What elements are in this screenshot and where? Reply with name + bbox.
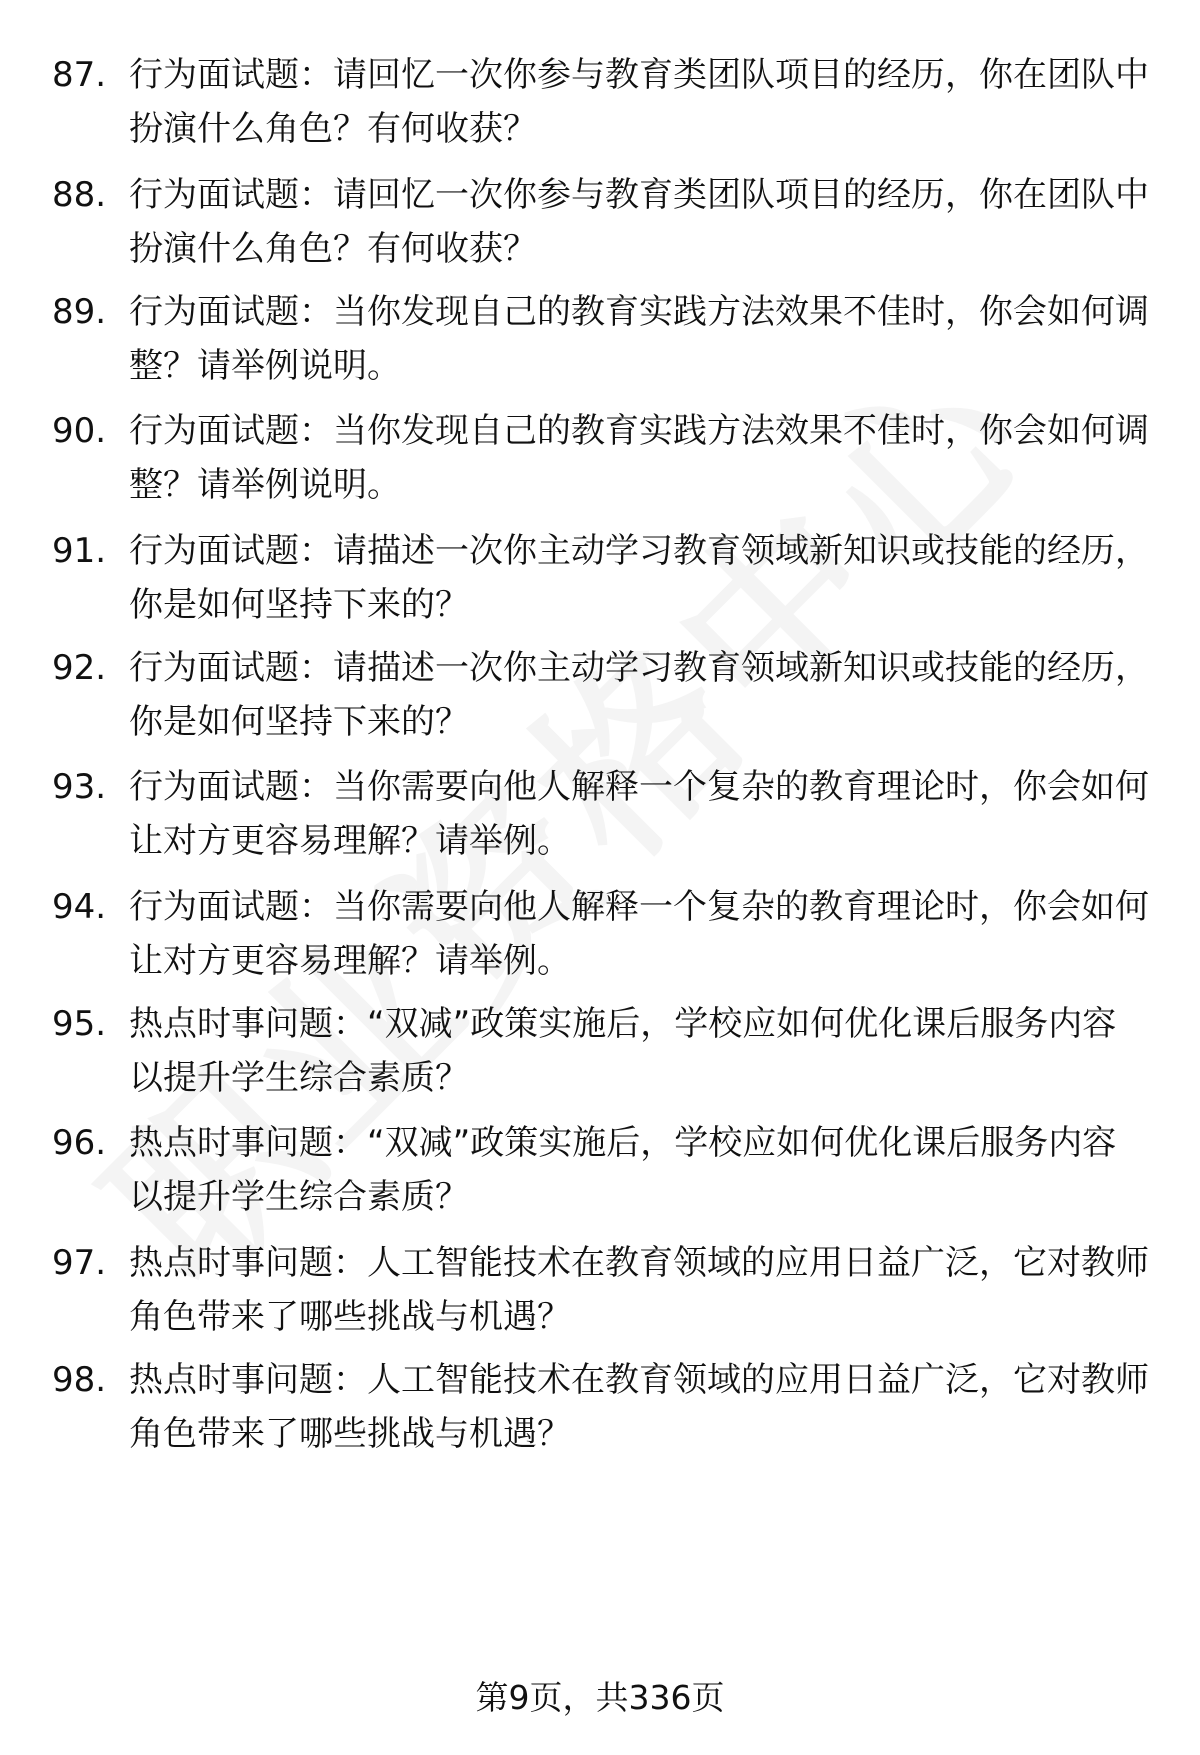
item-text: 热点时事问题：人工智能技术在教育领域的应用日益广泛，它对教师角色带来了哪些挑战与机遇？ bbox=[129, 1360, 1149, 1454]
item-number: 89. bbox=[52, 292, 107, 332]
list-item bbox=[0, 404, 1200, 524]
item-number: 95. bbox=[52, 1004, 107, 1044]
list-item bbox=[0, 48, 1200, 168]
item-text: 热点时事问题：“双减”政策实施后，学校应如何优化课后服务内容以提升学生综合素质？ bbox=[129, 1123, 1117, 1217]
list-item bbox=[0, 641, 1200, 761]
item-number: 91. bbox=[52, 531, 107, 571]
list-item bbox=[0, 1116, 1200, 1236]
item-text: 行为面试题：当你发现自己的教育实践方法效果不佳时，你会如何调整？请举例说明。 bbox=[129, 292, 1149, 386]
item-text: 行为面试题：请描述一次你主动学习教育领域新知识或技能的经历，你是如何坚持下来的？ bbox=[129, 648, 1149, 742]
list-item bbox=[0, 997, 1200, 1117]
item-text: 行为面试题：请回忆一次你参与教育类团队项目的经历，你在团队中扮演什么角色？有何收获？ bbox=[129, 175, 1149, 269]
item-text: 行为面试题：请回忆一次你参与教育类团队项目的经历，你在团队中扮演什么角色？有何收获？ bbox=[129, 55, 1149, 149]
list-item bbox=[0, 880, 1200, 1000]
list-item bbox=[0, 524, 1200, 644]
item-number: 94. bbox=[52, 887, 107, 927]
item-text: 行为面试题：当你发现自己的教育实践方法效果不佳时，你会如何调整？请举例说明。 bbox=[129, 411, 1149, 505]
item-number: 98. bbox=[52, 1360, 107, 1400]
list-item bbox=[0, 760, 1200, 880]
item-number: 88. bbox=[52, 175, 107, 215]
item-text: 热点时事问题：人工智能技术在教育领域的应用日益广泛，它对教师角色带来了哪些挑战与机遇？ bbox=[129, 1243, 1149, 1337]
item-number: 92. bbox=[52, 648, 107, 688]
list-item bbox=[0, 168, 1200, 288]
list-item bbox=[0, 1353, 1200, 1473]
item-number: 87. bbox=[52, 55, 107, 95]
item-text: 热点时事问题：“双减”政策实施后，学校应如何优化课后服务内容以提升学生综合素质？ bbox=[129, 1004, 1117, 1098]
page-footer: 第9页，共336页 bbox=[475, 1678, 725, 1717]
item-text: 行为面试题：当你需要向他人解释一个复杂的教育理论时，你会如何让对方更容易理解？请举例。 bbox=[129, 887, 1149, 981]
item-number: 97. bbox=[52, 1243, 107, 1283]
item-number: 96. bbox=[52, 1123, 107, 1163]
item-text: 行为面试题：当你需要向他人解释一个复杂的教育理论时，你会如何让对方更容易理解？请举例。 bbox=[129, 767, 1149, 861]
list-item bbox=[0, 285, 1200, 405]
list-item bbox=[0, 1236, 1200, 1356]
item-number: 93. bbox=[52, 767, 107, 807]
item-number: 90. bbox=[52, 411, 107, 451]
item-text: 行为面试题：请描述一次你主动学习教育领域新知识或技能的经历，你是如何坚持下来的？ bbox=[129, 531, 1149, 625]
